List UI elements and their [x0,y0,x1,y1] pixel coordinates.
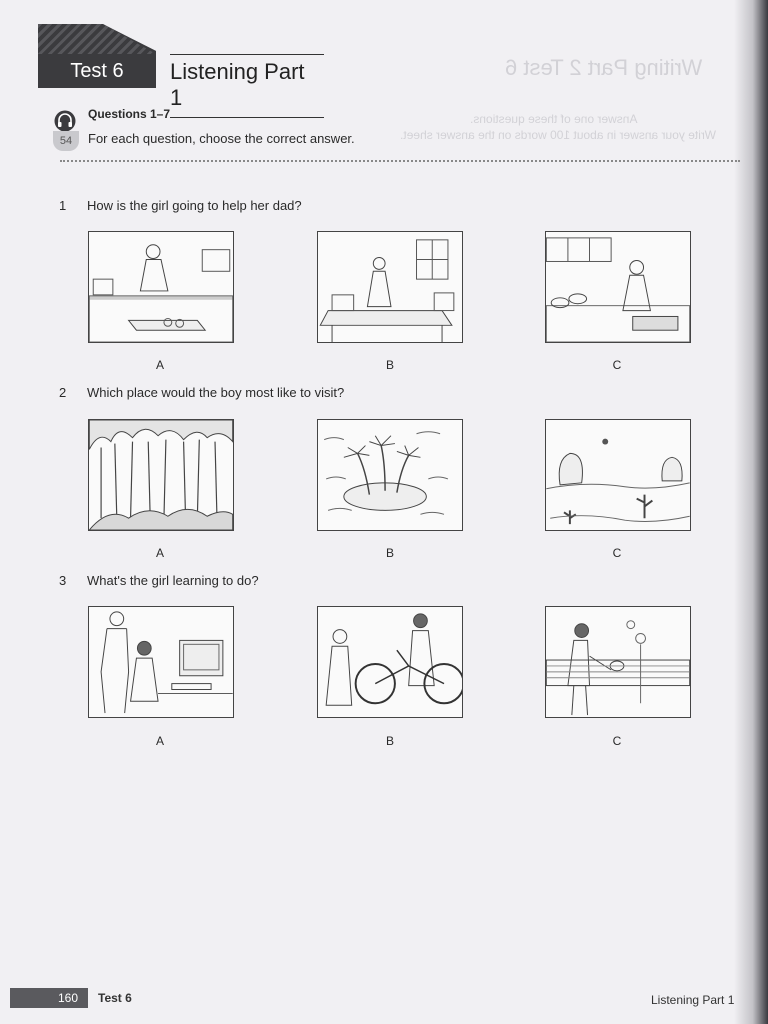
question-text: What's the girl learning to do? [87,573,259,588]
page-number: 160 [57,991,79,1005]
setting-table-illustration [318,232,462,342]
q3-option-a: A [155,734,164,748]
show-through-text: Write your answer in about 100 words on the answer sheet. [400,128,716,142]
q2-option-a: A [155,546,164,560]
q1-option-c: C [612,358,622,372]
footer-section-label: Listening Part 1 [651,993,735,1007]
q2-option-b: B [385,546,394,560]
q3-picture-c[interactable] [545,606,691,718]
q3-option-c: C [612,734,622,748]
tropical-island-illustration [318,420,462,530]
question-range: Questions 1–7 [88,107,171,121]
question-2 [59,385,344,400]
q2-picture-b[interactable] [317,419,463,531]
q3-picture-b[interactable] [317,606,463,718]
forest-illustration [89,420,233,530]
show-through-text: Answer one of these questions. [470,112,638,126]
test-label: Test 6 [70,59,124,82]
question-text: Which place would the boy most like to visit? [87,385,345,400]
desert-illustration [546,420,690,530]
dotted-divider [60,160,740,162]
headphones-icon [54,110,76,132]
q2-option-c: C [612,546,622,560]
q1-picture-b[interactable] [317,231,463,343]
question-text: How is the girl going to help her dad? [87,198,302,213]
question-3 [59,573,259,588]
q3-option-b: B [385,734,394,748]
q1-picture-c[interactable] [545,231,691,343]
computer-lesson-illustration [89,607,233,717]
question-number: 2 [59,385,67,400]
question-number: 3 [59,573,67,588]
binding-shadow [734,0,768,1024]
q2-picture-a[interactable] [88,419,234,531]
question-1 [59,198,302,213]
show-through-text: Writing Part 2 Test 6 [505,55,703,80]
instruction: For each question, choose the correct answer. [88,131,355,146]
q1-picture-a[interactable] [88,231,234,343]
question-number: 1 [59,198,67,213]
part-title: Listening Part 1 [170,54,324,118]
footer-test-label: Test 6 [98,991,132,1005]
q3-picture-a[interactable] [88,606,234,718]
q2-picture-c[interactable] [545,419,691,531]
baking-cooking-illustration [546,232,690,342]
badminton-illustration [546,607,690,717]
track-number: 54 [53,131,79,151]
q1-option-a: A [155,358,164,372]
q1-option-b: B [385,358,394,372]
kitchen-chopping-illustration [89,232,233,342]
test-tab-stripes [38,24,156,54]
bicycle-repair-illustration [318,607,462,717]
